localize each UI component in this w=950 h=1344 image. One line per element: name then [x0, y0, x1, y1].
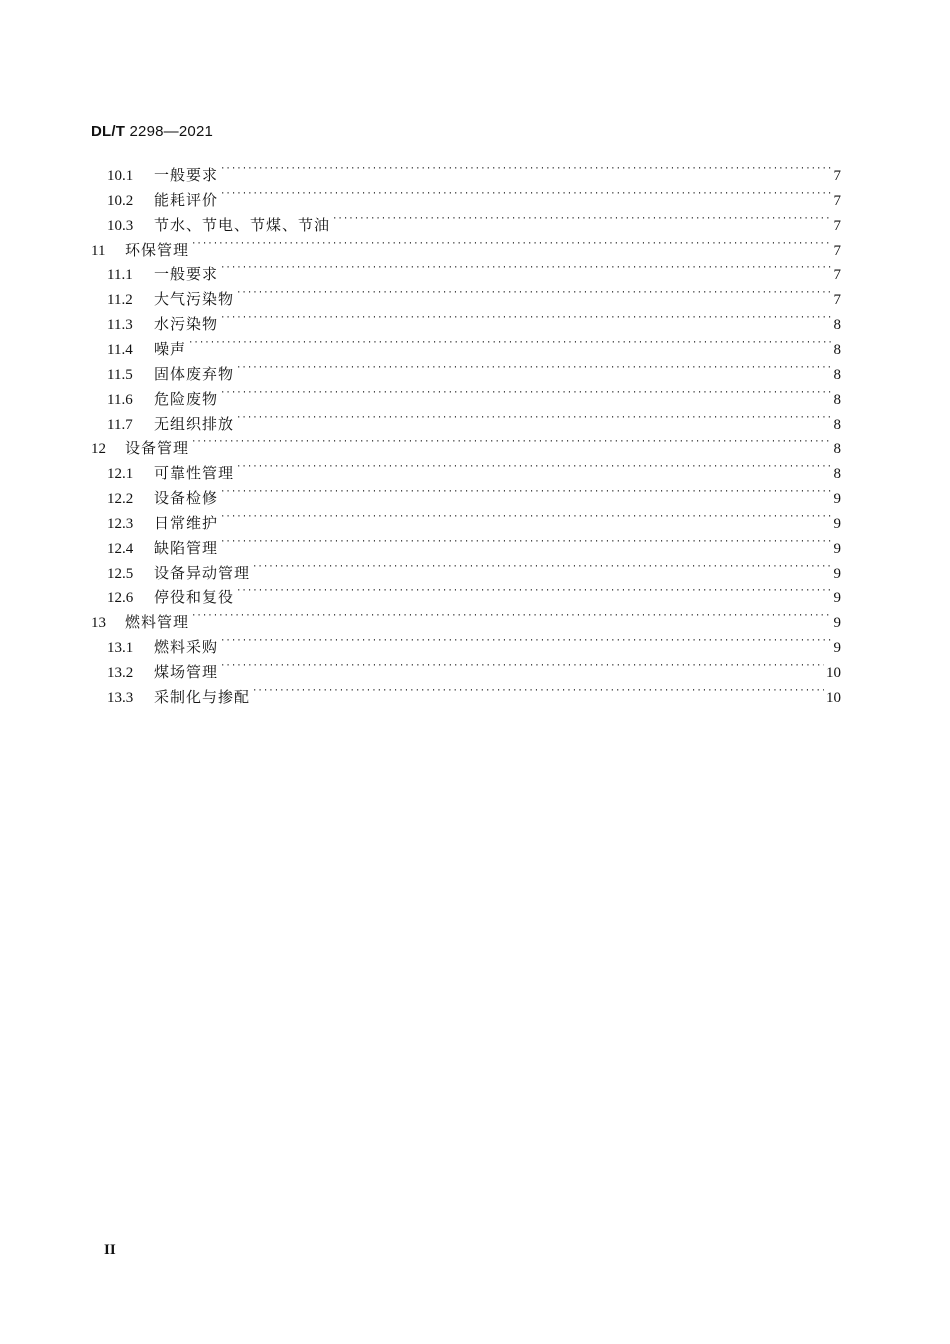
toc-entry-number: 10.2 — [107, 193, 134, 209]
toc-entry[interactable] — [107, 158, 841, 184]
toc-entry-page: 7 — [833, 267, 841, 283]
toc-entry-page: 10 — [826, 665, 841, 681]
toc-entry-title: 煤场管理 — [154, 663, 219, 681]
toc-entry-title: 大气污染物 — [154, 290, 235, 308]
toc-entry-title: 燃料管理 — [125, 613, 190, 631]
toc-leader-dots — [252, 680, 824, 702]
toc-entry-page: 7 — [833, 218, 841, 234]
toc-entry-number: 11.7 — [107, 417, 133, 433]
toc-entry-page: 9 — [833, 541, 841, 557]
toc-entry-page: 8 — [833, 392, 841, 408]
toc-entry-page: 8 — [833, 417, 841, 433]
toc-entry-page: 8 — [833, 441, 841, 457]
toc-entry-page: 7 — [833, 193, 841, 209]
document-code-number: 2298—2021 — [125, 123, 214, 140]
toc-entry-title: 环保管理 — [125, 241, 190, 259]
toc-leader-dots — [220, 531, 831, 553]
toc-entry-page: 10 — [826, 690, 841, 706]
toc-entry-title: 设备检修 — [154, 489, 219, 507]
toc-entry-title: 缺陷管理 — [154, 539, 219, 557]
toc-leader-dots — [252, 556, 831, 578]
toc-entry[interactable] — [107, 580, 841, 606]
toc-entry-number: 10.1 — [107, 168, 134, 184]
toc-leader-dots — [236, 580, 831, 602]
toc-entry-page: 9 — [833, 640, 841, 656]
toc-entry-number: 13.1 — [107, 640, 134, 656]
toc-entry[interactable] — [107, 556, 841, 582]
toc-leader-dots — [220, 158, 831, 180]
toc-entry-number: 10.3 — [107, 218, 134, 234]
toc-entry-title: 一般要求 — [154, 265, 219, 283]
document-code-prefix: DL/T — [91, 123, 126, 140]
toc-leader-dots — [236, 357, 831, 379]
toc-entry-page: 7 — [833, 243, 841, 259]
toc-entry-title: 设备异动管理 — [154, 564, 251, 582]
toc-entry-page: 7 — [833, 168, 841, 184]
toc-entry-title: 日常维护 — [154, 514, 219, 532]
toc-entry-number: 13 — [91, 615, 106, 631]
toc-entry-title: 危险废物 — [154, 390, 219, 408]
toc-entry-number: 12.4 — [107, 541, 134, 557]
toc-entry-number: 11.1 — [107, 267, 133, 283]
toc-entry-page: 8 — [833, 466, 841, 482]
toc-entry-page: 9 — [833, 615, 841, 631]
toc-leader-dots — [220, 506, 831, 528]
toc-entry-title: 采制化与掺配 — [154, 688, 251, 706]
toc-entry[interactable] — [107, 208, 841, 234]
toc-entry[interactable] — [107, 183, 841, 209]
toc-entry-page: 9 — [833, 491, 841, 507]
toc-entry[interactable] — [107, 257, 841, 283]
toc-entry[interactable] — [107, 506, 841, 532]
toc-entry-title: 能耗评价 — [154, 191, 219, 209]
toc-entry-number: 11.6 — [107, 392, 133, 408]
toc-entry[interactable] — [107, 332, 841, 358]
toc-entry-title: 停役和复役 — [154, 588, 235, 606]
toc-entry[interactable] — [107, 382, 841, 408]
toc-entry-title: 固体废弃物 — [154, 365, 235, 383]
toc-leader-dots — [236, 407, 831, 429]
toc-entry[interactable] — [91, 605, 841, 631]
toc-entry-page: 7 — [833, 292, 841, 308]
page-number: II — [104, 1242, 116, 1258]
toc-leader-dots — [188, 332, 831, 354]
toc-entry-title: 无组织排放 — [154, 415, 235, 433]
toc-leader-dots — [220, 481, 831, 503]
toc-entry[interactable] — [107, 531, 841, 557]
toc-entry[interactable] — [107, 307, 841, 333]
toc-entry-title: 可靠性管理 — [154, 464, 235, 482]
toc-entry-title: 节水、节电、节煤、节油 — [154, 216, 331, 234]
toc-entry-number: 12.6 — [107, 590, 134, 606]
toc-entry-title: 水污染物 — [154, 315, 219, 333]
toc-entry-page: 9 — [833, 566, 841, 582]
toc-leader-dots — [220, 630, 831, 652]
toc-entry[interactable] — [107, 282, 841, 308]
toc-entry-page: 8 — [833, 317, 841, 333]
toc-leader-dots — [220, 307, 831, 329]
toc-entry[interactable] — [107, 481, 841, 507]
toc-entry[interactable] — [107, 456, 841, 482]
toc-entry[interactable] — [91, 431, 841, 457]
toc-entry-title: 一般要求 — [154, 166, 219, 184]
toc-leader-dots — [191, 233, 831, 255]
toc-leader-dots — [191, 605, 831, 627]
toc-leader-dots — [220, 382, 831, 404]
toc-leader-dots — [236, 456, 831, 478]
toc-leader-dots — [220, 183, 831, 205]
toc-entry-page: 8 — [833, 367, 841, 383]
toc-entry-number: 11.4 — [107, 342, 133, 358]
toc-leader-dots — [332, 208, 831, 230]
toc-entry-number: 12.2 — [107, 491, 134, 507]
toc-entry-page: 8 — [833, 342, 841, 358]
toc-entry-number: 13.2 — [107, 665, 134, 681]
toc-entry[interactable] — [107, 357, 841, 383]
toc-entry-page: 9 — [833, 590, 841, 606]
toc-entry-title: 噪声 — [154, 340, 187, 358]
toc-entry-number: 11.2 — [107, 292, 133, 308]
toc-entry-number: 12 — [91, 441, 106, 457]
toc-leader-dots — [220, 257, 831, 279]
toc-entry[interactable] — [107, 630, 841, 656]
toc-leader-dots — [191, 431, 831, 453]
toc-entry-number: 12.1 — [107, 466, 134, 482]
document-code — [91, 123, 213, 140]
toc-entry[interactable] — [91, 233, 841, 259]
toc-entry-number: 11.5 — [107, 367, 133, 383]
toc-leader-dots — [220, 655, 824, 677]
toc-entry-number: 11.3 — [107, 317, 133, 333]
toc-entry[interactable] — [107, 655, 841, 681]
toc-entry-number: 12.3 — [107, 516, 134, 532]
toc-entry[interactable] — [107, 680, 841, 706]
toc-entry-number: 12.5 — [107, 566, 134, 582]
toc-entry[interactable] — [107, 407, 841, 433]
toc-entry-page: 9 — [833, 516, 841, 532]
toc-entry-number: 13.3 — [107, 690, 134, 706]
toc-leader-dots — [236, 282, 831, 304]
toc-entry-title: 燃料采购 — [154, 638, 219, 656]
toc-entry-title: 设备管理 — [125, 439, 190, 457]
toc-entry-number: 11 — [91, 243, 106, 259]
